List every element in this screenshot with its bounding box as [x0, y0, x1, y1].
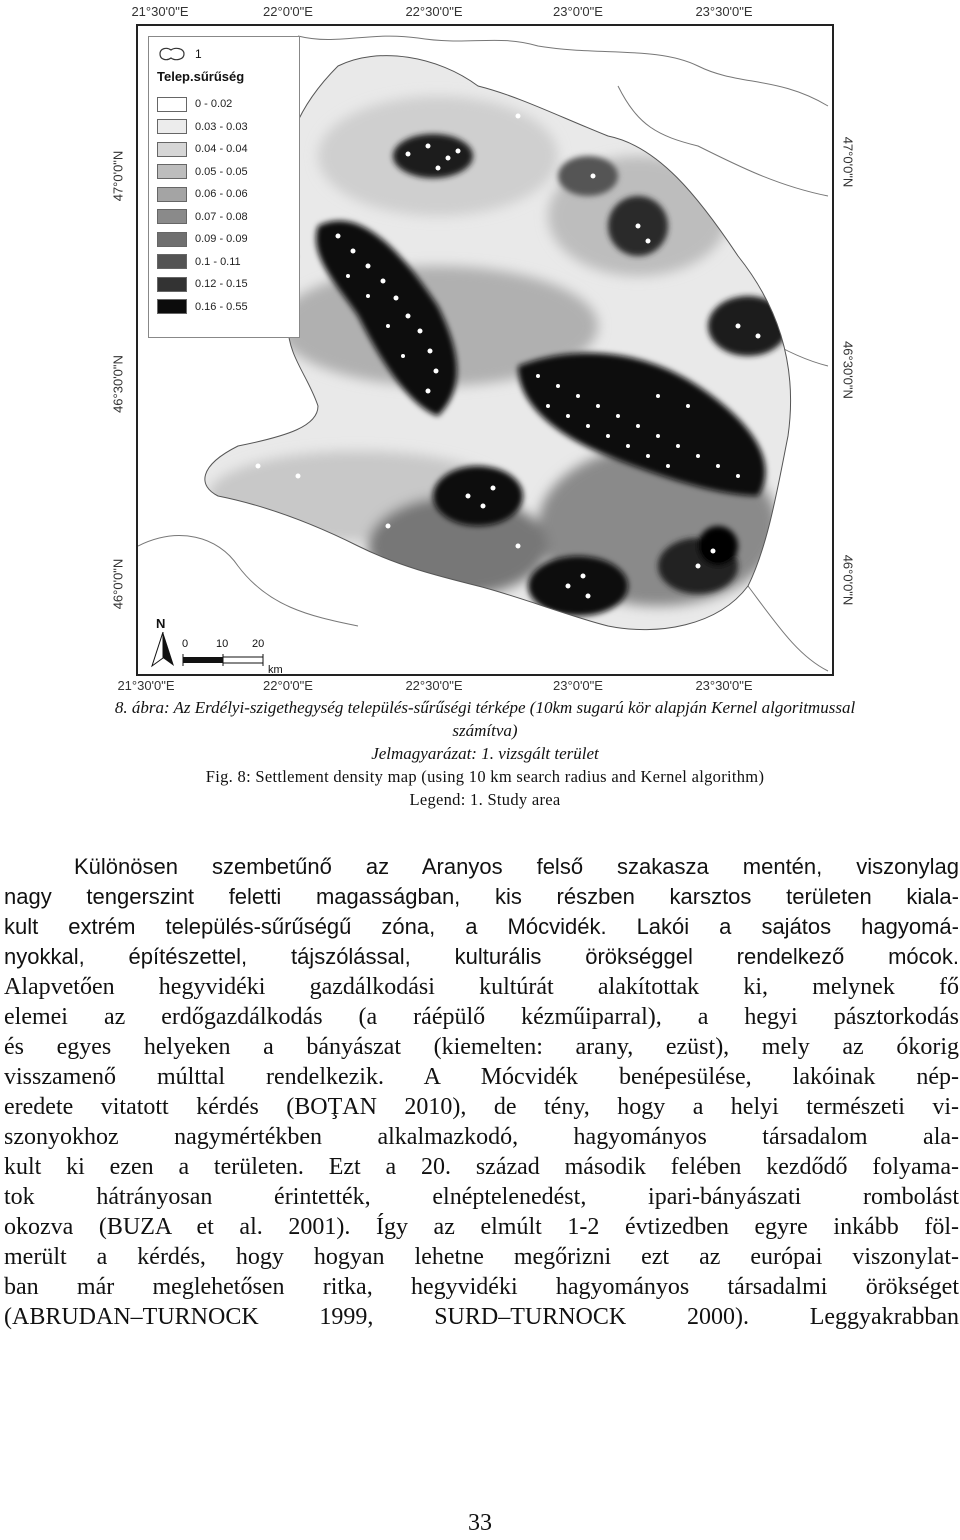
legend-swatch [157, 277, 187, 292]
map-legend [148, 36, 300, 338]
north-arrow-icon [148, 632, 178, 668]
caption-en-legend: Legend: 1. Study area [409, 790, 561, 809]
body-line: nyokkal, építészettel, tájszólással, kulturális örökséggel rendelkező mócok. [4, 944, 959, 969]
coord-bottom-3: 22°30'0"E [405, 678, 463, 693]
caption-hu-legend: Jelmagyarázat: 1. vizsgált terület [371, 744, 599, 763]
legend-class-item [157, 273, 248, 296]
body-paragraph [4, 852, 959, 1332]
legend-class-item [157, 228, 248, 251]
scale-unit: km [268, 664, 283, 676]
legend-class-label: 0.1 - 0.11 [195, 255, 241, 268]
body-line: és egyes helyeken a bányászat (kiemelten: arany, ezüst), mely az ókorig [4, 1034, 959, 1060]
coord-left-2: 46°30'0"N [110, 355, 126, 413]
body-line: kult extrém település-sűrűségű zóna, a Mócvidék. Lakói a sajátos hagyomá- [4, 914, 959, 939]
legend-swatch [157, 209, 187, 224]
coord-top-1: 21°30'0"E [131, 4, 189, 19]
caption-hu-line-1: 8. ábra: Az Erdélyi-szigethegység település-sűrűségi térképe (10km sugarú kör alapján Kernel algoritmussal [114, 698, 856, 717]
coord-top-4: 23°0'0"E [553, 4, 603, 19]
legend-swatch [157, 119, 187, 134]
body-line: elemei az erdőgazdálkodás (a ráépülő kézműiparral), a hegyi pásztorkodás [4, 1004, 959, 1030]
coord-top-5: 23°30'0"E [695, 4, 753, 19]
north-arrow [148, 616, 178, 668]
body-line: Különösen szembetűnő az Aranyos felső szakasza mentén, viszonylag [74, 854, 959, 879]
body-line: visszamenő múlttal rendelkezik. A Mócvidék benépesülése, lakóinak nép- [4, 1064, 959, 1090]
legend-class-item [157, 161, 248, 184]
legend-swatch [157, 299, 187, 314]
coord-top-3: 22°30'0"E [405, 4, 463, 19]
coord-bottom-1: 21°30'0"E [117, 678, 175, 693]
north-label: N [156, 616, 166, 631]
figure-caption [20, 696, 950, 811]
coord-left-1: 47°0'0"N [110, 150, 126, 202]
legend-class-label: 0.04 - 0.04 [195, 143, 248, 156]
legend-study-area-label: 1 [195, 47, 202, 61]
coord-top-2: 22°0'0"E [263, 4, 313, 19]
legend-swatch [157, 97, 187, 112]
legend-class-label: 0.16 - 0.55 [195, 300, 248, 313]
body-line: okozva (BUZA et al. 2001). Így az elmúlt 1-2 évtizedben egyre inkább föl- [4, 1214, 959, 1240]
legend-class-label: 0.07 - 0.08 [195, 210, 248, 223]
body-line: merült a kérdés, hogy hogyan lehetne megőrizni ezt az európai viszonylat- [4, 1244, 959, 1270]
caption-hu-line-2: számítva) [452, 721, 518, 740]
legend-title: Telep.sűrűség [157, 69, 245, 84]
body-line: nagy tengerszint feletti magasságban, kis részben karsztos területen kiala- [4, 884, 959, 909]
scale-tick-20: 20 [252, 638, 265, 650]
legend-class-label: 0.05 - 0.05 [195, 165, 248, 178]
legend-class-label: 0.09 - 0.09 [195, 233, 248, 246]
legend-swatch [157, 187, 187, 202]
page-number: 33 [468, 1510, 492, 1536]
legend-classes [157, 93, 248, 318]
legend-swatch [157, 232, 187, 247]
coord-bottom-2: 22°0'0"E [263, 678, 313, 693]
scale-tick-10: 10 [216, 638, 229, 650]
legend-class-label: 0.03 - 0.03 [195, 120, 248, 133]
body-line: (ABRUDAN–TURNOCK 1999, SURD–TURNOCK 2000). Leggyakrabban [4, 1304, 959, 1330]
legend-class-item [157, 183, 248, 206]
coord-bottom-4: 23°0'0"E [553, 678, 603, 693]
coord-right-1: 47°0'0"N [840, 136, 856, 188]
legend-swatch [157, 142, 187, 157]
coord-left-3: 46°0'0"N [110, 558, 126, 610]
caption-en-line-1: Fig. 8: Settlement density map (using 10 km search radius and Kernel algorithm) [205, 767, 765, 786]
map-frame [136, 24, 834, 676]
legend-swatch [157, 164, 187, 179]
body-line: eredete vitatott kérdés (BOŢAN 2010), de tény, hogy a helyi természeti vi- [4, 1094, 959, 1120]
scale-bar [182, 638, 302, 674]
legend-class-item [157, 296, 248, 319]
body-line: szonyokhoz nagymértékben alkalmazkodó, hagyományos társadalom ala- [4, 1124, 959, 1150]
coord-right-3: 46°0'0"N [840, 554, 856, 606]
legend-class-item [157, 206, 248, 229]
legend-class-item [157, 251, 248, 274]
legend-class-item [157, 138, 248, 161]
study-area-symbol-icon [157, 45, 187, 63]
coord-bottom-5: 23°30'0"E [695, 678, 753, 693]
body-line: kult ki ezen a területen. Ezt a 20. század második felében kezdődő folyama- [4, 1154, 959, 1180]
body-line: ban már meglehetősen ritka, hegyvidéki hagyományos társadalmi örökséget [4, 1274, 959, 1300]
legend-swatch [157, 254, 187, 269]
body-line: tok hátrányosan érintették, elnéptelenedést, ipari-bányászati rombolást [4, 1184, 959, 1210]
legend-class-item [157, 93, 248, 116]
coord-right-2: 46°30'0"N [840, 341, 856, 399]
legend-class-item [157, 116, 248, 139]
legend-class-label: 0.06 - 0.06 [195, 188, 248, 201]
settlement-density-map-figure [100, 0, 870, 700]
legend-class-label: 0 - 0.02 [195, 98, 233, 111]
legend-study-area [157, 45, 202, 63]
body-line: Alapvetően hegyvidéki gazdálkodási kultúrát alakítottak ki, melynek fő [4, 974, 959, 1000]
scale-tick-0: 0 [182, 638, 189, 650]
legend-class-label: 0.12 - 0.15 [195, 278, 248, 291]
